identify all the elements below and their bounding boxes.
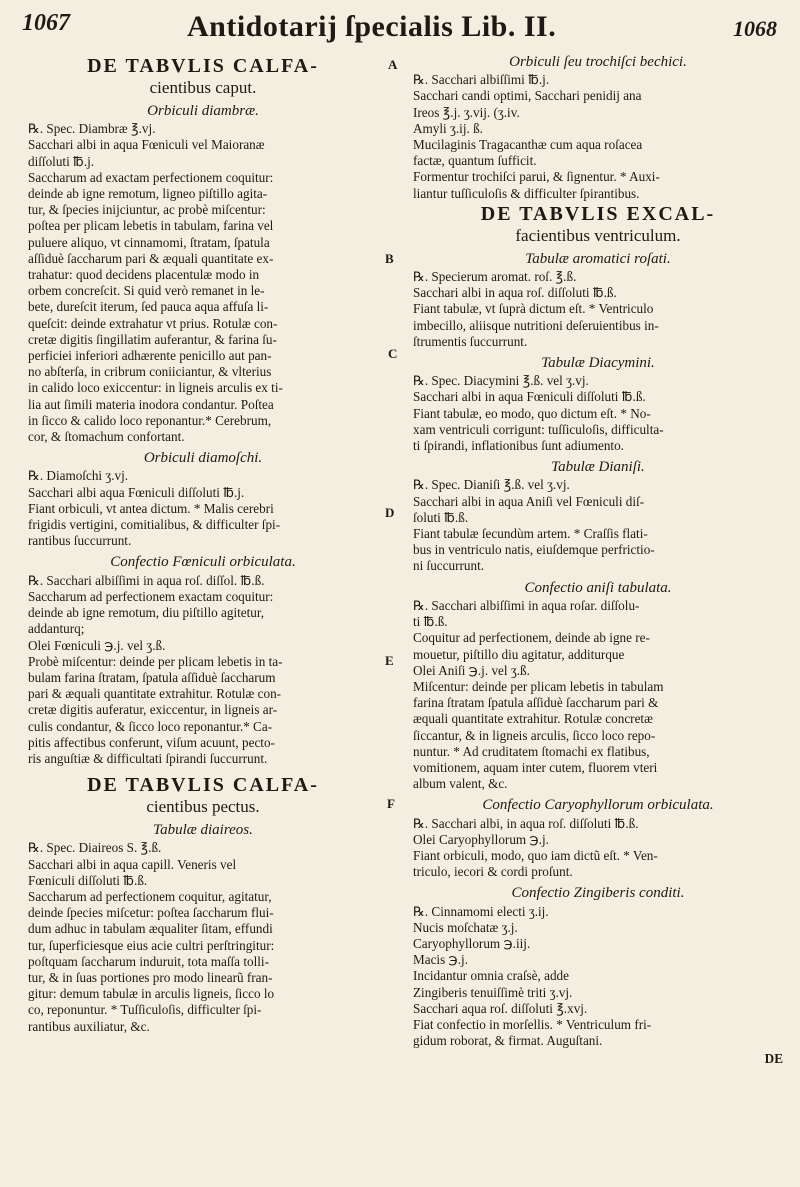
recipe-title: Tabulæ Diacymini. bbox=[541, 355, 655, 372]
text-line: Sacchari albi aqua Fœniculi diſſoluti ℔.j. bbox=[28, 484, 245, 500]
margin-letter-b: B bbox=[385, 251, 394, 266]
text-line: Caryophyllorum ℈.iij. bbox=[413, 935, 531, 951]
text-line: addanturq; bbox=[28, 621, 85, 637]
recipe-text bbox=[413, 816, 783, 881]
text-line: cor, & ſtomachum confortant. bbox=[28, 429, 185, 445]
recipe-title: Confectio aniſi tabulata. bbox=[524, 579, 672, 596]
text-line: Coquitur ad perfectionem, deinde ab igne re- bbox=[413, 630, 650, 646]
text-line: vomitionem, aquam inter cutem, fluorem vteri bbox=[413, 759, 658, 775]
text-line: trahatur: quod decidens placentulæ modo in bbox=[28, 267, 260, 283]
text-line: deinde ab igne remotum, diu piſtillo agitetur, bbox=[28, 605, 265, 621]
section-heading: DE TABVLIS EXCAL- bbox=[480, 202, 716, 225]
text-line: ti ℔.ß. bbox=[413, 614, 448, 630]
recipe-title: Tabulæ Dianiſi. bbox=[551, 459, 645, 476]
text-line: ℞. Sacchari albi, in aqua roſ. diſſoluti ℔.ß. bbox=[413, 815, 639, 831]
recipe-text bbox=[28, 468, 378, 549]
text-line: album valent, &c. bbox=[413, 776, 508, 792]
text-line: poſtea per plicam lebetis in tabulam, farina vel bbox=[28, 218, 274, 234]
margin-letter-e: E bbox=[385, 653, 394, 668]
text-line: cretæ digitis ſingillatim auferantur, & farina ſu- bbox=[28, 331, 277, 347]
margin-letter-c: C bbox=[388, 346, 398, 361]
text-line: imbecillo, aliisque nutritioni deſeruientibus in- bbox=[413, 317, 659, 333]
text-line: Sacchari albi in aqua roſ. diſſoluti ℔.ß. bbox=[413, 285, 617, 301]
text-line: ni ſuccurrunt. bbox=[413, 558, 485, 574]
text-line: Olei Fœniculi ℈.j. vel ʒ.ß. bbox=[28, 637, 166, 653]
text-line: Saccharum ad exactam perfectionem coquitur: bbox=[28, 169, 274, 185]
text-line: Fiant orbiculi, modo, quo iam dictũ eſt. * Ven- bbox=[413, 847, 658, 863]
text-line: culis condantur, & ſicco loco reponantur.* Ca- bbox=[28, 718, 273, 734]
text-line: liantur tuſſiculoſis & difficulter ſpirantibus. bbox=[413, 185, 640, 201]
text-line: Ireos ℥.j. ʒ.vij. (ʒ.iv. bbox=[413, 104, 520, 120]
recipe-text bbox=[413, 598, 783, 792]
recipe-text bbox=[413, 373, 783, 454]
recipe-title: Orbiculi diambræ. bbox=[147, 103, 259, 119]
recipe-title: Confectio Fœniculi orbiculata. bbox=[110, 554, 296, 571]
text-line: nuntur. * Ad cruditatem ſtomachi ex flatibus, bbox=[413, 743, 650, 759]
text-line: cretæ digitis auferatur, exiccentur, in ligneis ar- bbox=[28, 702, 278, 718]
recipe-text bbox=[413, 904, 783, 1050]
text-line: Zingiberis tenuiſſimè triti ʒ.vj. bbox=[413, 984, 573, 1000]
text-line: tur, & ſpecies inijciuntur, ac probè miſcentur: bbox=[28, 202, 266, 218]
text-line: in calido loco exiccentur: in ligneis arculis ex ti- bbox=[28, 380, 283, 396]
text-line: tur, & in ſuas portiones pro modo linearũ fran- bbox=[28, 969, 273, 985]
recipe-text bbox=[28, 573, 378, 767]
text-line: Formentur trochiſci parui, & ſignentur. * Auxi- bbox=[413, 169, 660, 185]
text-line: no abſterſa, in cribrum coniiciantur, & vlterius bbox=[28, 364, 272, 380]
text-line: æquali quantitate extrahitur. Rotulæ concretæ bbox=[413, 711, 653, 727]
text-line: bus in ventriculo natis, eiuſdemque perfrictio- bbox=[413, 542, 655, 558]
recipe-text bbox=[413, 269, 783, 350]
running-title: Antidotarij ſpecialis Lib. II. bbox=[187, 10, 557, 43]
margin-letter-d: D bbox=[385, 505, 395, 520]
page-number-right: 1068 bbox=[733, 16, 777, 41]
text-line: ℞. Specierum aromat. roſ. ℥.ß. bbox=[413, 269, 577, 285]
text-line: diſſoluti ℔.j. bbox=[28, 153, 95, 169]
text-line: poſtquam ſaccharum induruit, tota maſſa tolli- bbox=[28, 953, 269, 969]
text-line: pitis affectibus conferunt, viſum acuunt, pecto- bbox=[28, 734, 275, 750]
text-line: bete, dureſcit iterum, ſed pauca aqua affuſa li- bbox=[28, 299, 269, 315]
text-line: ℞. Sacchari albiſſimi ℔.j. bbox=[413, 72, 550, 88]
page-number-left: 1067 bbox=[22, 10, 70, 36]
text-line: Amyli ʒ.ij. ß. bbox=[413, 120, 483, 136]
text-line: Fiat confectio in morſellis. * Ventriculum fri- bbox=[413, 1016, 652, 1032]
text-line: ℞. Spec. Diambræ ℥.vj. bbox=[28, 121, 156, 137]
text-line: farina ſtratam ſpatula aſſiduè ſaccharum pari & bbox=[413, 695, 659, 711]
text-line: deinde ſpecies miſcetur: poſtea ſaccharum flui- bbox=[28, 905, 274, 921]
recipe-text bbox=[413, 477, 783, 574]
catchword: DE bbox=[764, 1051, 783, 1067]
text-line: ſoluti ℔.ß. bbox=[413, 509, 469, 525]
text-line: Olei Aniſi ℈.j. vel ʒ.ß. bbox=[413, 662, 530, 678]
text-line: tur, ſuperficiesque eius acie cultri perſtringitur: bbox=[28, 937, 275, 953]
text-line: co, reponuntur. * Tuſſiculoſis, difficulter ſpi- bbox=[28, 1002, 262, 1018]
recipe-title: Orbiculi diamoſchi. bbox=[143, 450, 263, 467]
text-line: in ſicco & calido loco reponantur.* Cerebrum, bbox=[28, 412, 272, 428]
recipe-title: Tabulæ aromatici roſati. bbox=[525, 250, 671, 267]
text-line: gidum roborat, & firmat. Auguſtani. bbox=[413, 1033, 603, 1049]
text-line: perficiei inferiori adhærente penicillo aut pan- bbox=[28, 348, 272, 364]
running-head bbox=[22, 10, 777, 46]
text-line: factæ, quantum ſufficit. bbox=[413, 153, 537, 169]
text-line: ℞. Diamoſchi ʒ.vj. bbox=[28, 468, 129, 484]
section-subheading: facientibus ventriculum. bbox=[515, 225, 681, 245]
text-line: Sacchari albi in aqua Fœniculi vel Maioranæ bbox=[28, 137, 265, 153]
text-line: lia aut ſimili materia inodora condantur. Poſtea bbox=[28, 396, 274, 412]
text-line: Sacchari albi in aqua Fœniculi diſſoluti ℔.ß. bbox=[413, 389, 646, 405]
recipe-text bbox=[28, 121, 378, 445]
text-line: rantibus ſuccurrunt. bbox=[28, 533, 132, 549]
section-heading: DE TABVLIS CALFA- bbox=[87, 55, 319, 77]
recipe-title: Orbiculi ſeu trochiſci bechici. bbox=[509, 54, 687, 70]
text-line: ris anguſtiæ & difficultati ſpirandi ſuccurrunt. bbox=[28, 750, 268, 766]
text-line: orbem concreſcit. Si quid verò remanet in le- bbox=[28, 283, 265, 299]
text-line: Sacchari albi in aqua Aniſi vel Fœniculi diſ- bbox=[413, 493, 645, 509]
text-line: Fiant orbiculi, vt antea dictum. * Malis cerebri bbox=[28, 500, 274, 516]
text-line: pari & æquali quantitate extrahitur. Rotulæ con- bbox=[28, 686, 282, 702]
left-column bbox=[28, 54, 378, 1035]
text-line: dum adhuc in tabulam æqualiter ſitam, effundi bbox=[28, 921, 273, 937]
text-line: Fiant tabulæ ſecundùm artem. * Craſſis flati- bbox=[413, 526, 648, 542]
section-subheading: cientibus pectus. bbox=[146, 797, 260, 817]
text-line: Fiant tabulæ, eo modo, quo dictum eſt. * No- bbox=[413, 405, 651, 421]
text-line: ℞. Spec. Diacymini ℥.ß. vel ʒ.vj. bbox=[413, 373, 589, 389]
text-line: Sacchari candi optimi, Sacchari penidij ana bbox=[413, 88, 642, 104]
recipe-text bbox=[28, 840, 378, 1034]
recipe-title: Confectio Zingiberis conditi. bbox=[511, 885, 685, 902]
text-line: Olei Caryophyllorum ℈.j. bbox=[413, 831, 549, 847]
recipe-title: Confectio Caryophyllorum orbiculata. bbox=[482, 797, 714, 814]
margin-letter-a: A bbox=[388, 57, 398, 72]
text-line: Sacchari aqua roſ. diſſoluti ℥.xvj. bbox=[413, 1000, 588, 1016]
text-line: Saccharum ad perfectionem exactam coquitur: bbox=[28, 588, 274, 604]
text-line: ſiccantur, & in ligneis arculis, ſicco loco repo- bbox=[413, 727, 656, 743]
text-line: Sacchari albi in aqua capill. Veneris vel bbox=[28, 856, 237, 872]
text-line: Mucilaginis Tragacanthæ cum aqua roſacea bbox=[413, 137, 643, 153]
section-heading: DE TABVLIS CALFA- bbox=[87, 774, 319, 797]
text-line: queſcit: deinde extrahatur vt prius. Rotulæ con- bbox=[28, 315, 278, 331]
text-line: deinde ab igne remotum, ligneo piſtillo agita- bbox=[28, 186, 268, 202]
text-line: Miſcentur: deinde per plicam lebetis in tabulam bbox=[413, 678, 664, 694]
text-line: Saccharum ad perfectionem coquitur, agitatur, bbox=[28, 888, 272, 904]
text-line: xam ventriculi corrigunt: tuſſiculoſis, difficulta- bbox=[413, 421, 664, 437]
text-line: ℞. Spec. Dianiſi ℥.ß. vel ʒ.vj. bbox=[413, 477, 570, 493]
recipe-title: Tabulæ diaireos. bbox=[153, 822, 253, 839]
text-line: Fiant tabulæ, vt ſuprà dictum eſt. * Ventriculo bbox=[413, 301, 654, 317]
section-subheading: cientibus caput. bbox=[149, 78, 257, 97]
text-line: Macis ℈.j. bbox=[413, 952, 468, 968]
text-line: triculo, iecori & cordi proſunt. bbox=[413, 864, 573, 880]
text-line: puluere aliquo, vt cinnamomi, ſtratam, ſpatula bbox=[28, 234, 270, 250]
text-line: ℞. Sacchari albiſſimi in aqua roſar. diſſolu- bbox=[413, 597, 640, 613]
text-line: ℞. Sacchari albiſſimi in aqua roſ. diſſol. ℔.ß. bbox=[28, 572, 265, 588]
text-line: Nucis moſchatæ ʒ.j. bbox=[413, 919, 518, 935]
text-line: rantibus auxiliatur, &c. bbox=[28, 1018, 150, 1034]
text-line: frigidis vertigini, comitialibus, & difficulter ſpi- bbox=[28, 517, 281, 533]
text-line: Fœniculi diſſoluti ℔.ß. bbox=[28, 872, 148, 888]
right-column bbox=[413, 54, 783, 1068]
text-line: ſtrumentis ſuccurrunt. bbox=[413, 333, 528, 349]
text-line: ti ſpirandi, inflationibus ſunt adiumento. bbox=[413, 438, 624, 454]
margin-letter-f: F bbox=[387, 796, 395, 811]
recipe-text bbox=[413, 72, 783, 202]
text-line: ℞. Cinnamomi electi ʒ.ij. bbox=[413, 903, 549, 919]
text-line: gitur: demum tabulæ in arculis ligneis, ſicco lo bbox=[28, 986, 275, 1002]
text-line: bulam farina ſtratam, ſpatula aſſiduè ſaccharum bbox=[28, 669, 276, 685]
text-line: ℞. Spec. Diaireos S. ℥.ß. bbox=[28, 840, 162, 856]
text-line: Incidantur omnia craſsè, adde bbox=[413, 968, 569, 984]
text-line: Probè miſcentur: deinde per plicam lebetis in ta- bbox=[28, 653, 283, 669]
text-line: aſſiduè ſaccharum pari & æquali quantitate ex- bbox=[28, 250, 274, 266]
text-line: mouetur, piſtillo diu agitatur, additurque bbox=[413, 646, 625, 662]
